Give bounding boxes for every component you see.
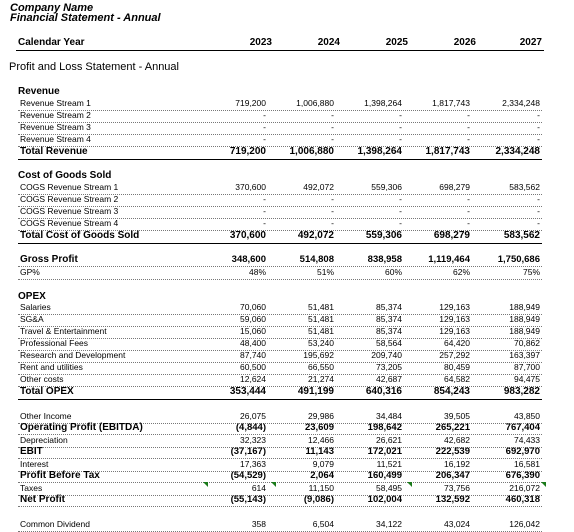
row-label: Gross Profit <box>20 254 78 265</box>
row-label: Taxes <box>20 483 43 493</box>
cell-value-2023[interactable]: (55,143) <box>230 494 266 505</box>
cell-value-2027[interactable]: 70,862 <box>514 338 540 348</box>
cell-value-2024[interactable]: 51,481 <box>308 314 334 324</box>
cell-value-2026[interactable]: 265,221 <box>435 422 470 433</box>
cell-value-2026[interactable]: - <box>467 122 470 132</box>
cell-value-2025[interactable]: 85,374 <box>376 314 402 324</box>
row-gross-profit[interactable] <box>18 254 542 267</box>
cell-value-2027[interactable]: 2,334,248 <box>495 146 540 157</box>
cell-value-2027[interactable]: 188,949 <box>509 314 540 324</box>
cell-value-2027[interactable]: 43,850 <box>514 411 540 421</box>
cell-value-2024[interactable]: 51% <box>316 267 334 277</box>
statement-subtitle[interactable]: Financial Statement - Annual <box>10 12 161 24</box>
row-label: Research and Development <box>20 350 126 360</box>
cell-value-2024[interactable]: (9,086) <box>303 494 334 505</box>
cell-value-2026[interactable]: 129,163 <box>439 302 470 312</box>
cell-value-2025[interactable]: 1,398,264 <box>364 98 402 108</box>
cell-value-2025[interactable]: - <box>399 194 402 204</box>
row-label: Revenue Stream 1 <box>20 98 91 108</box>
row-label: Other costs <box>20 374 64 384</box>
row-label: Depreciation <box>20 435 68 445</box>
cell-value-2025[interactable]: 58,495 <box>376 483 402 493</box>
cell-value-2023[interactable]: - <box>263 206 266 216</box>
cell-value-2024[interactable]: 21,274 <box>308 374 334 384</box>
cell-value-2023[interactable]: - <box>263 122 266 132</box>
cell-value-2023[interactable]: - <box>263 134 266 144</box>
cell-value-2025[interactable]: 85,374 <box>376 326 402 336</box>
company-name[interactable]: Company Name <box>10 2 94 14</box>
row-ebit[interactable] <box>18 446 542 459</box>
row-label: SG&A <box>20 314 44 324</box>
cell-value-2027[interactable]: 16,581 <box>514 459 540 469</box>
cell-value-2025[interactable]: 559,306 <box>365 230 402 241</box>
header-row <box>16 36 544 51</box>
error-indicator-icon[interactable] <box>203 482 208 487</box>
row-label: COGS Revenue Stream 3 <box>20 206 119 216</box>
cell-value-2025[interactable]: 73,205 <box>376 362 402 372</box>
row-label: Other Income <box>20 411 72 421</box>
cell-value-2026[interactable]: 64,582 <box>444 374 470 384</box>
cell-value-2026[interactable]: 1,817,743 <box>432 98 470 108</box>
cell-value-2023[interactable]: 32,323 <box>240 435 266 445</box>
cell-value-2027[interactable]: 2,334,248 <box>502 98 540 108</box>
cell-value-2026[interactable]: - <box>467 194 470 204</box>
cell-value-2027[interactable]: 74,433 <box>514 435 540 445</box>
row-common-dividend[interactable] <box>18 519 542 532</box>
cell-value-2027[interactable]: 163,397 <box>509 350 540 360</box>
cell-value-2027[interactable]: 460,318 <box>505 494 540 505</box>
cell-value-2026[interactable]: 39,505 <box>444 411 470 421</box>
row-label: Revenue Stream 2 <box>20 110 91 120</box>
cell-value-2024[interactable]: 29,986 <box>308 411 334 421</box>
row-label: Operating Profit (EBITDA) <box>20 422 143 433</box>
row-total-revenue[interactable] <box>18 145 542 160</box>
row-total-opex[interactable] <box>18 385 542 400</box>
year-2026[interactable]: 2026 <box>453 37 476 48</box>
cell-value-2025[interactable]: 198,642 <box>367 422 402 433</box>
cell-value-2023[interactable]: 70,060 <box>240 302 266 312</box>
row-label: COGS Revenue Stream 4 <box>20 218 119 228</box>
error-indicator-icon[interactable] <box>407 482 412 487</box>
cell-value-2024[interactable]: - <box>331 122 334 132</box>
row-label: Salaries <box>20 302 51 312</box>
cell-value-2024[interactable]: 1,006,880 <box>289 146 334 157</box>
cell-value-2023[interactable]: 348,600 <box>231 254 266 265</box>
cell-value-2023[interactable]: 60,500 <box>240 362 266 372</box>
cell-value-2027[interactable]: - <box>537 134 540 144</box>
section-opex[interactable]: OPEX <box>18 291 46 302</box>
row-label: Total Cost of Goods Sold <box>20 230 140 241</box>
cell-value-2024[interactable]: 11,150 <box>308 483 334 493</box>
cell-value-2024[interactable]: 2,064 <box>310 470 334 481</box>
cell-value-2026[interactable]: 129,163 <box>439 326 470 336</box>
error-indicator-icon[interactable] <box>271 482 276 487</box>
cell-value-2023[interactable]: 370,600 <box>229 230 266 241</box>
cell-value-2024[interactable]: 514,808 <box>299 254 334 265</box>
section-revenue[interactable]: Revenue <box>18 86 60 97</box>
cell-value-2023[interactable]: 48% <box>248 267 266 277</box>
cell-value-2023[interactable]: 353,444 <box>229 386 266 397</box>
cell-value-2027[interactable]: 87,700 <box>514 362 540 372</box>
cell-value-2027[interactable]: - <box>537 206 540 216</box>
cell-value-2025[interactable]: 838,958 <box>367 254 402 265</box>
cell-value-2026[interactable]: 16,192 <box>444 459 470 469</box>
cell-value-2024[interactable]: 53,240 <box>308 338 334 348</box>
cell-value-2024[interactable]: 9,079 <box>312 459 334 469</box>
cell-value-2025[interactable]: 172,021 <box>367 446 402 457</box>
cell-value-2023[interactable]: - <box>263 110 266 120</box>
cell-value-2023[interactable]: 719,200 <box>235 98 266 108</box>
cell-value-2023[interactable]: - <box>263 194 266 204</box>
cell-value-2025[interactable]: - <box>399 134 402 144</box>
cell-value-2023[interactable]: (54,529) <box>230 470 266 481</box>
cell-value-2027[interactable]: 676,390 <box>505 470 540 481</box>
year-2024[interactable]: 2024 <box>317 37 340 48</box>
cell-value-2025[interactable]: 11,521 <box>376 459 402 469</box>
cell-value-2025[interactable]: 160,499 <box>367 470 402 481</box>
cell-value-2026[interactable]: - <box>467 218 470 228</box>
cell-value-2025[interactable]: 60% <box>384 267 402 277</box>
cell-value-2024[interactable]: 12,466 <box>308 435 334 445</box>
cell-value-2023[interactable]: - <box>263 218 266 228</box>
cell-value-2025[interactable]: 34,484 <box>376 411 402 421</box>
cell-value-2024[interactable]: 51,481 <box>308 302 334 312</box>
cell-value-2023[interactable]: 87,740 <box>240 350 266 360</box>
cell-value-2027[interactable]: 75% <box>522 267 540 277</box>
cell-value-2026[interactable]: - <box>467 134 470 144</box>
cell-value-2027[interactable]: 692,970 <box>505 446 540 457</box>
cell-value-2024[interactable]: 492,072 <box>297 230 334 241</box>
cell-value-2024[interactable]: 492,072 <box>303 182 334 192</box>
row-ebitda[interactable] <box>18 422 542 435</box>
cell-value-2024[interactable]: - <box>331 134 334 144</box>
cell-value-2026[interactable]: 1,817,743 <box>425 146 470 157</box>
cell-value-2025[interactable]: 1,398,264 <box>357 146 402 157</box>
cell-value-2023[interactable]: 15,060 <box>240 326 266 336</box>
row-label: EBIT <box>20 446 43 457</box>
row-label: Common Dividend <box>20 519 90 529</box>
cell-value-2026[interactable]: 43,024 <box>444 519 470 529</box>
cell-value-2025[interactable]: 34,122 <box>376 519 402 529</box>
cell-value-2026[interactable]: - <box>467 206 470 216</box>
cell-value-2025[interactable]: - <box>399 218 402 228</box>
cell-value-2026[interactable]: 73,756 <box>444 483 470 493</box>
cell-value-2025[interactable]: 42,687 <box>376 374 402 384</box>
row-label: Total Revenue <box>20 146 88 157</box>
cell-value-2026[interactable]: 80,459 <box>444 362 470 372</box>
row-label: GP% <box>20 267 40 277</box>
cell-value-2027[interactable]: 216,072 <box>509 483 540 493</box>
row-label: Interest <box>20 459 49 469</box>
cell-value-2027[interactable]: 1,750,686 <box>497 254 540 265</box>
cell-value-2025[interactable]: 58,564 <box>376 338 402 348</box>
cell-value-2027[interactable]: - <box>537 122 540 132</box>
cell-value-2027[interactable]: - <box>537 110 540 120</box>
cell-value-2026[interactable]: 854,243 <box>433 386 470 397</box>
cell-value-2024[interactable]: 1,006,880 <box>296 98 334 108</box>
row-net-profit[interactable] <box>18 494 542 507</box>
cell-value-2024[interactable]: 23,609 <box>304 422 334 433</box>
cell-value-2024[interactable]: 195,692 <box>303 350 334 360</box>
cell-value-2025[interactable]: 209,740 <box>371 350 402 360</box>
cell-value-2027[interactable]: 188,949 <box>509 326 540 336</box>
cell-value-2024[interactable]: - <box>331 110 334 120</box>
cell-value-2026[interactable]: 206,347 <box>435 470 470 481</box>
cell-value-2024[interactable]: 491,199 <box>297 386 334 397</box>
cell-value-2026[interactable]: 698,279 <box>433 230 470 241</box>
cell-value-2027[interactable]: 983,282 <box>503 386 540 397</box>
cell-value-2025[interactable]: 559,306 <box>371 182 402 192</box>
cell-value-2023[interactable]: 26,075 <box>240 411 266 421</box>
cell-value-2026[interactable]: 132,592 <box>435 494 470 505</box>
cell-value-2023[interactable]: 719,200 <box>229 146 266 157</box>
row-label: Rent and utilities <box>20 362 83 372</box>
row-label: Net Profit <box>20 494 65 505</box>
cell-value-2024[interactable]: 66,550 <box>308 362 334 372</box>
cell-value-2027[interactable]: 94,475 <box>514 374 540 384</box>
year-2027[interactable]: 2027 <box>519 37 542 48</box>
cell-value-2027[interactable]: 126,042 <box>509 519 540 529</box>
row-gp-percent[interactable] <box>18 267 542 280</box>
cell-value-2025[interactable]: 26,621 <box>376 435 402 445</box>
cell-value-2027[interactable]: 188,949 <box>509 302 540 312</box>
cell-value-2023[interactable]: (4,844) <box>235 422 266 433</box>
row-label: COGS Revenue Stream 1 <box>20 182 119 192</box>
row-label: COGS Revenue Stream 2 <box>20 194 119 204</box>
cell-value-2026[interactable]: 1,119,464 <box>428 254 470 265</box>
cell-value-2026[interactable]: 222,539 <box>435 446 470 457</box>
cell-value-2026[interactable]: 64,420 <box>444 338 470 348</box>
row-profit-before-tax[interactable] <box>18 470 542 483</box>
cell-value-2026[interactable]: - <box>467 110 470 120</box>
cell-value-2023[interactable]: 59,060 <box>240 314 266 324</box>
cell-value-2024[interactable]: - <box>331 218 334 228</box>
cell-value-2023[interactable]: 17,363 <box>240 459 266 469</box>
cell-value-2027[interactable]: - <box>537 218 540 228</box>
year-2023[interactable]: 2023 <box>249 37 272 48</box>
cell-value-2027[interactable]: 583,562 <box>503 230 540 241</box>
cell-value-2026[interactable]: 42,682 <box>444 435 470 445</box>
cell-value-2023[interactable]: 370,600 <box>235 182 266 192</box>
cell-value-2024[interactable]: - <box>331 206 334 216</box>
header-label[interactable]: Calendar Year <box>18 37 85 48</box>
row-label: Professional Fees <box>20 338 89 348</box>
row-label: Revenue Stream 3 <box>20 122 91 132</box>
cell-value-2026[interactable]: 698,279 <box>439 182 470 192</box>
cell-value-2023[interactable]: (37,167) <box>230 446 266 457</box>
cell-value-2025[interactable]: - <box>399 122 402 132</box>
cell-value-2023[interactable]: 12,624 <box>240 374 266 384</box>
cell-value-2023[interactable]: 358 <box>251 519 266 529</box>
pl-title[interactable]: Profit and Loss Statement - Annual <box>9 61 179 73</box>
row-label: Profit Before Tax <box>20 470 100 481</box>
cell-value-2025[interactable]: - <box>399 206 402 216</box>
cell-value-2025[interactable]: 640,316 <box>365 386 402 397</box>
cell-value-2024[interactable]: 6,504 <box>312 519 334 529</box>
cell-value-2025[interactable]: 102,004 <box>367 494 402 505</box>
cell-value-2027[interactable]: 767,404 <box>505 422 540 433</box>
cell-value-2026[interactable]: 62% <box>452 267 470 277</box>
cell-value-2025[interactable]: 85,374 <box>376 302 402 312</box>
row-total-cogs[interactable] <box>18 229 542 244</box>
year-2025[interactable]: 2025 <box>385 37 408 48</box>
cell-value-2026[interactable]: 257,292 <box>439 350 470 360</box>
cell-value-2025[interactable]: - <box>399 110 402 120</box>
section-cogs[interactable]: Cost of Goods Sold <box>18 170 112 181</box>
cell-value-2024[interactable]: 51,481 <box>308 326 334 336</box>
error-indicator-icon[interactable] <box>541 482 546 487</box>
cell-value-2024[interactable]: 11,143 <box>305 446 334 457</box>
cell-value-2023[interactable]: 614 <box>251 483 266 493</box>
row-label: Total OPEX <box>20 386 74 397</box>
cell-value-2024[interactable]: - <box>331 194 334 204</box>
cell-value-2027[interactable]: - <box>537 194 540 204</box>
cell-value-2027[interactable]: 583,562 <box>509 182 540 192</box>
row-label: Revenue Stream 4 <box>20 134 91 144</box>
cell-value-2026[interactable]: 129,163 <box>439 314 470 324</box>
cell-value-2023[interactable]: 48,400 <box>240 338 266 348</box>
row-label: Travel & Entertainment <box>20 326 107 336</box>
